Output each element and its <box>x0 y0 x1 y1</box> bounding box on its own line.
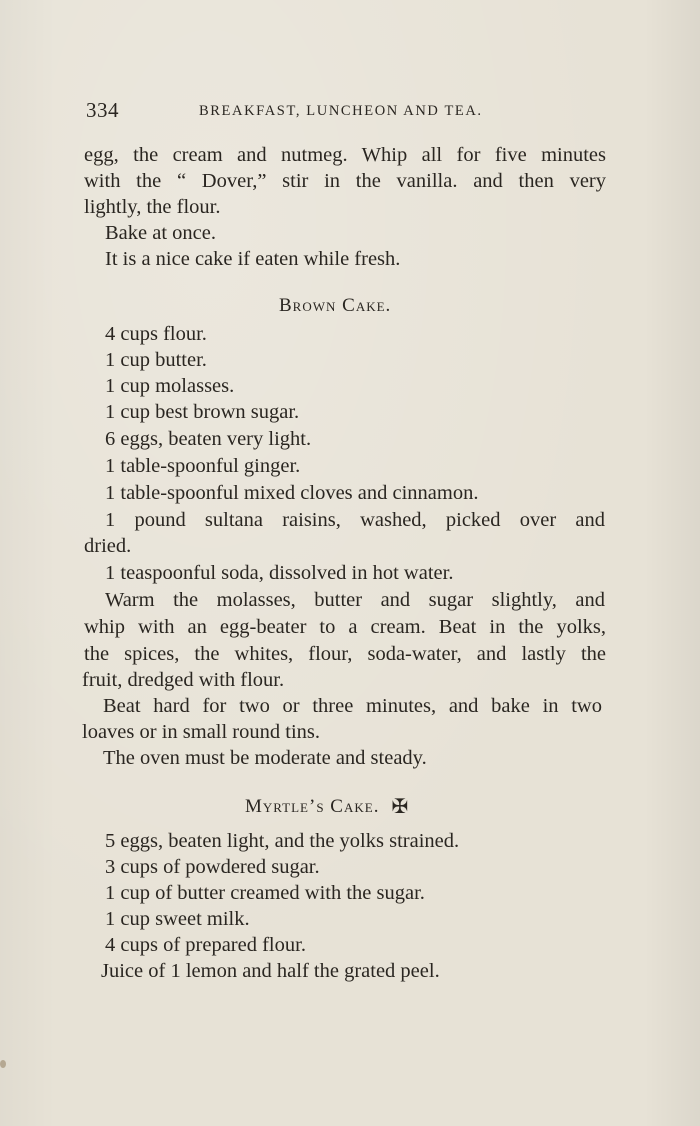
method-line: Warm the molasses, butter and sugar slightly, and <box>105 589 605 611</box>
text-line: egg, the cream and nutmeg. Whip all for five minutes <box>84 144 606 166</box>
method-line: The oven must be moderate and steady. <box>103 747 427 769</box>
method-line: the spices, the whites, flour, soda-water, and lastly the <box>84 643 606 665</box>
ingredient-line: 1 cup sweet milk. <box>105 908 250 930</box>
ingredient-line: 3 cups of powdered sugar. <box>105 856 320 878</box>
recipe-heading-brown-cake: Brown Cake. <box>279 295 392 316</box>
ingredient-line: Juice of 1 lemon and half the grated peel. <box>101 960 440 982</box>
method-line: loaves or in small round tins. <box>82 721 321 743</box>
recipe-heading-myrtles-cake <box>245 794 409 819</box>
method-line: whip with an egg-beater to a cream. Beat in the yolks, <box>84 616 606 638</box>
running-title: BREAKFAST, LUNCHEON AND TEA. <box>199 103 483 119</box>
ingredient-line: 4 cups of prepared flour. <box>105 934 306 956</box>
ingredient-line: 1 table-spoonful ginger. <box>105 455 301 477</box>
ingredient-line: 1 pound sultana raisins, washed, picked over and <box>105 509 605 531</box>
text-line: lightly, the flour. <box>84 196 221 218</box>
page-number: 334 <box>86 98 119 122</box>
ingredient-line: 5 eggs, beaten light, and the yolks strained. <box>105 830 460 852</box>
ingredient-line: 6 eggs, beaten very light. <box>105 428 312 450</box>
running-head <box>86 98 606 124</box>
text-line: with the “ Dover,” stir in the vanilla. and then very <box>84 170 606 192</box>
ingredient-line: 1 cup molasses. <box>105 375 235 397</box>
cross-icon: ✠ <box>391 796 410 818</box>
text-line: It is a nice cake if eaten while fresh. <box>105 248 401 270</box>
ingredient-line: dried. <box>84 535 132 557</box>
text-line: Bake at once. <box>105 222 216 244</box>
ingredient-line: 1 cup butter. <box>105 349 207 371</box>
ingredient-line: 4 cups flour. <box>105 323 207 345</box>
paper-speck <box>0 1060 6 1068</box>
ingredient-line: 1 cup best brown sugar. <box>105 401 300 423</box>
ingredient-line: 1 cup of butter creamed with the sugar. <box>105 882 425 904</box>
ingredient-line: 1 table-spoonful mixed cloves and cinnamon. <box>105 482 479 504</box>
method-line: Beat hard for two or three minutes, and bake in two <box>103 695 602 717</box>
method-line: fruit, dredged with flour. <box>82 669 285 691</box>
ingredient-line: 1 teaspoonful soda, dissolved in hot water. <box>105 562 454 584</box>
recipe-title: Myrtle’s Cake. <box>245 796 380 817</box>
